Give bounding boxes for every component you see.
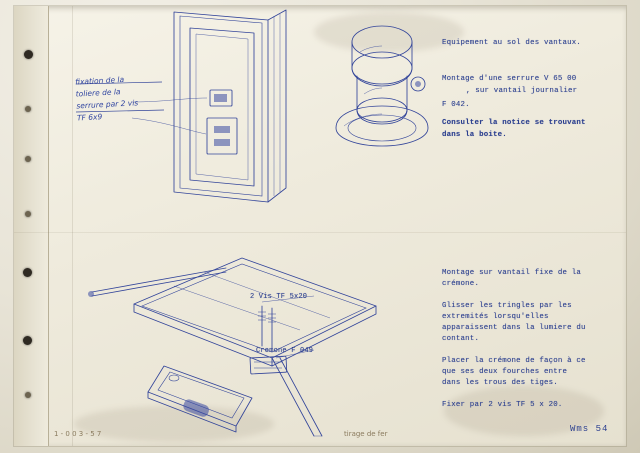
label-cremone: Cremone F 049 [256, 347, 314, 355]
right-para2-line1: Glisser les tringles par les [442, 302, 572, 310]
floor-pivot-drawing [336, 26, 428, 146]
top-line2: , sur vantail journalier [466, 87, 578, 95]
label-screws: 2 Vis TF 5x20 [250, 293, 308, 301]
paper-sheet [14, 6, 626, 446]
right-para3-line1: Placer la crémone de façon à ce [442, 357, 586, 365]
right-para1-line1: Montage sur vantail fixe de la [442, 269, 582, 277]
pencil-note-bottom-left: 1 - 0 0 3 - 5 7 [54, 430, 102, 438]
pencil-note-bottom-center: tirage de fer [344, 430, 388, 438]
right-para2-line2: extremités lorsqu'elles [442, 313, 549, 321]
cremone-assembly-drawing [88, 258, 376, 436]
handwritten-annotation: fixation de la toliere de la serrure par 2 vis TF 6x9 [74, 74, 139, 123]
page-code: Wms 54 [570, 424, 609, 434]
right-para2-line4: contant. [442, 335, 480, 343]
right-para3-line3: dans les trous des tiges. [442, 379, 558, 387]
notice-line2: dans la boite. [442, 131, 507, 139]
right-para4: Fixer par 2 vis TF 5 x 20. [442, 401, 563, 409]
right-para1-line2: crémone. [442, 280, 480, 288]
right-para2-line3: apparaissent dans la lumiere du [442, 324, 586, 332]
top-heading: Equipement au sol des vantaux. [442, 39, 582, 47]
top-ref: F 042. [442, 101, 470, 109]
right-para3-line2: que ses deux fourches entre [442, 368, 568, 376]
top-line1: Montage d'une serrure V 65 00 [442, 75, 577, 83]
notice-line1: Consulter la notice se trouvant [442, 119, 586, 127]
